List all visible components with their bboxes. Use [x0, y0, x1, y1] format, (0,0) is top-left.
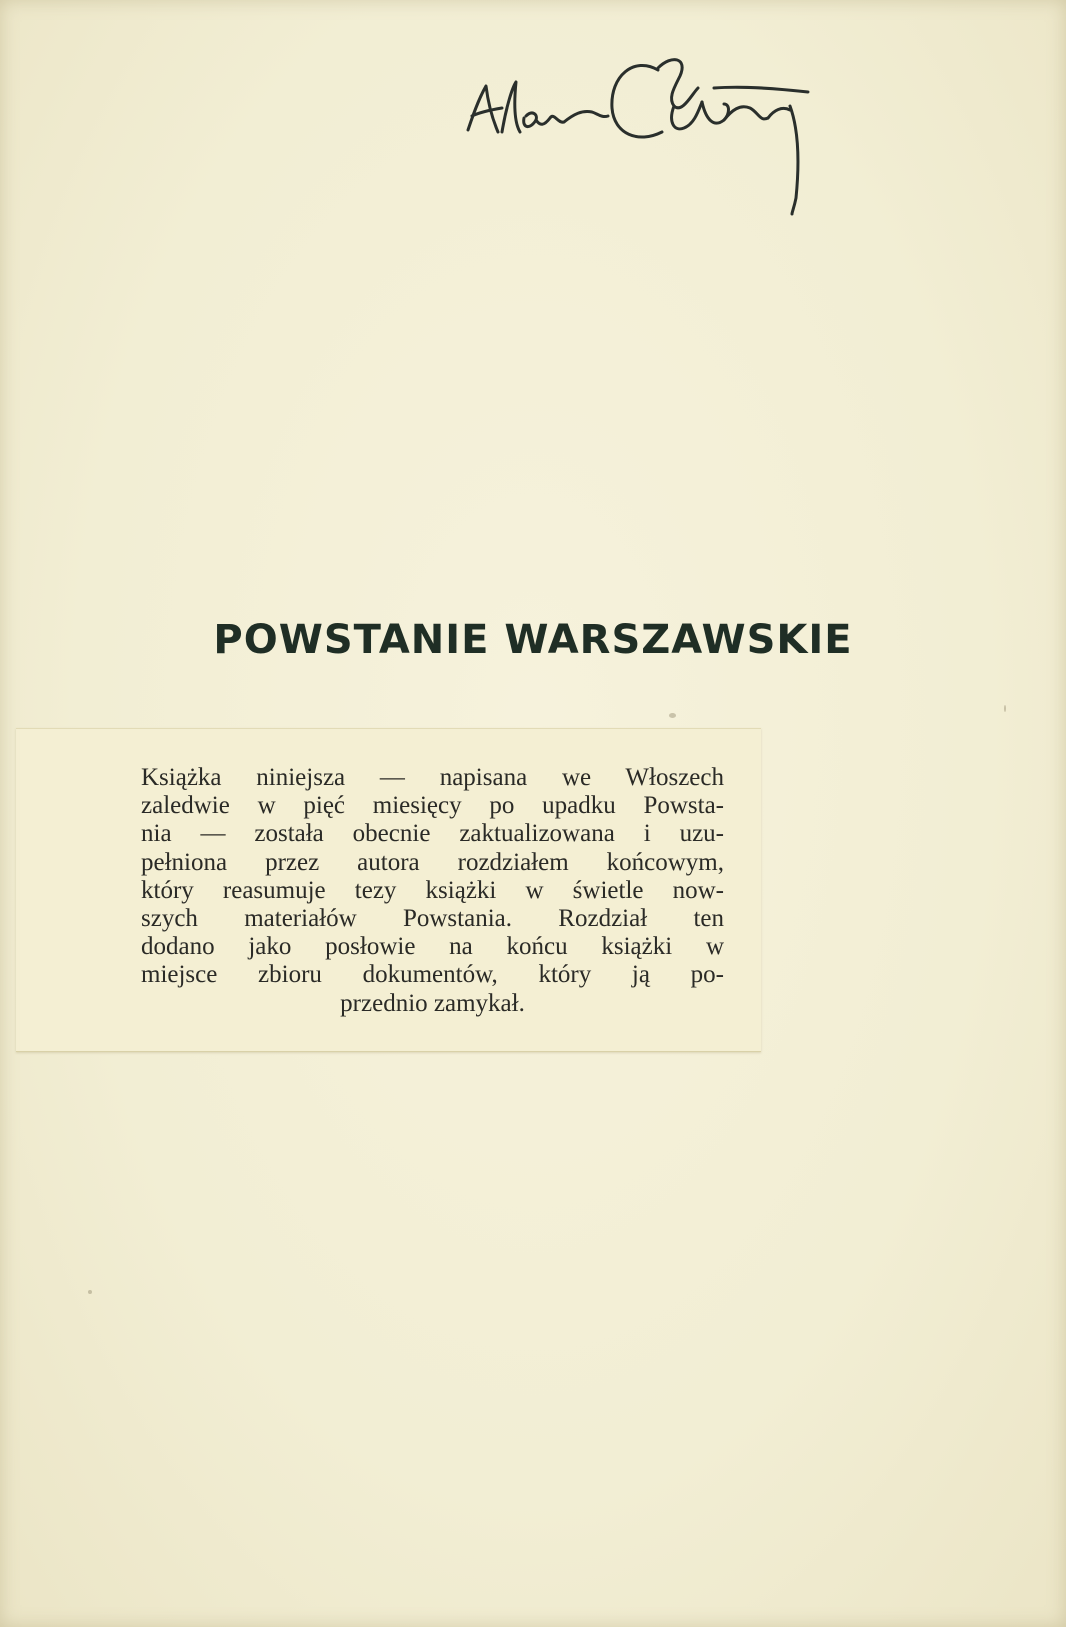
notice-line: dodano jako posłowie na końcu książki w	[141, 933, 724, 961]
paper-speck	[88, 1290, 92, 1294]
notice-line: miejsce zbioru dokumentów, który ją po-	[141, 961, 724, 989]
notice-line: Książka niniejsza — napisana we Włoszech	[141, 764, 724, 791]
pasted-notice-slip	[16, 728, 761, 1052]
notice-line: pełniona przez autora rozdziałem końcowym,	[141, 848, 724, 876]
paper-speck	[1004, 705, 1006, 712]
book-title: POWSTANIE WARSZAWSKIE	[213, 617, 853, 663]
notice-line: szych materiałów Powstania. Rozdział ten	[141, 905, 724, 933]
notice-line: nia — została obecnie zaktualizowana i uzu-	[141, 820, 724, 848]
notice-line: zaledwie w pięć miesięcy po upadku Powsta-	[141, 792, 724, 820]
notice-line-last: przednio zamykał.	[340, 989, 525, 1017]
handwritten-signature	[462, 48, 852, 228]
notice-paragraph	[141, 764, 724, 1018]
signature-drawing	[462, 48, 852, 228]
paper-speck	[669, 713, 676, 718]
notice-line: który reasumuje tezy książki w świetle now-	[141, 876, 724, 904]
